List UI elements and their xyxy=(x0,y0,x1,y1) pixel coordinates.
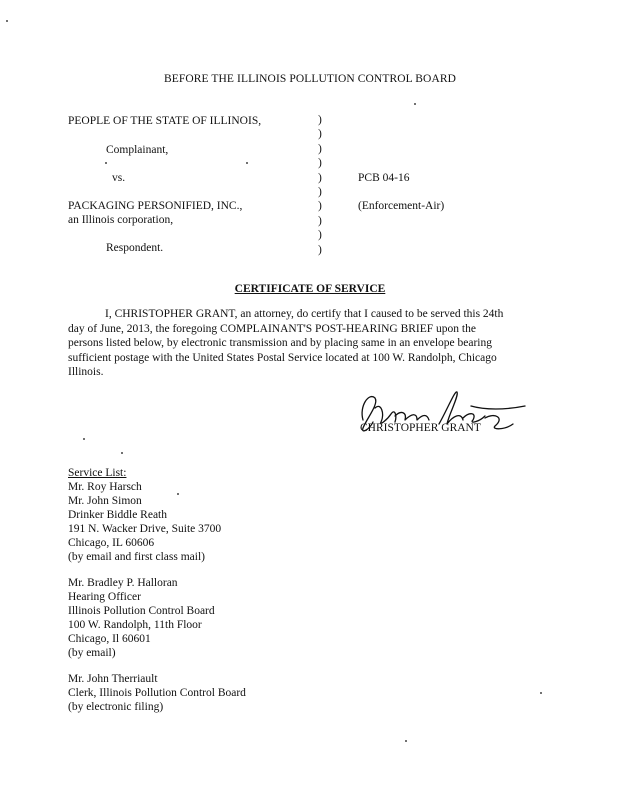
case-type: (Enforcement-Air) xyxy=(358,200,445,212)
service-list-line: Clerk, Illinois Pollution Control Board xyxy=(68,687,246,699)
caption-bracket: ) ) ) ) ) ) ) ) ) ) xyxy=(318,114,322,256)
service-list-line: Mr. John Therriault xyxy=(68,673,158,685)
scan-speck xyxy=(405,740,407,742)
service-list-line: Chicago, IL 60606 xyxy=(68,537,155,549)
scan-speck xyxy=(121,452,123,454)
signatory-name: CHRISTOPHER GRANT xyxy=(360,422,481,434)
scan-speck xyxy=(246,162,248,164)
scan-speck xyxy=(177,493,179,495)
service-list-line: (by email) xyxy=(68,647,116,659)
certificate-line: sufficient postage with the United States Postal Service located at 100 W. Randolph, Chicago xyxy=(68,351,497,364)
plaintiff-role: Complainant, xyxy=(106,144,169,156)
service-list-heading: Service List: xyxy=(68,467,127,479)
service-list-line: Mr. Bradley P. Halloran xyxy=(68,577,178,589)
signature-block xyxy=(345,384,535,444)
scan-speck xyxy=(414,103,416,105)
service-list-line: Mr. John Simon xyxy=(68,495,142,507)
versus-label: vs. xyxy=(112,172,126,184)
service-list-line: Illinois Pollution Control Board xyxy=(68,605,215,617)
service-list-line: Chicago, Il 60601 xyxy=(68,633,151,645)
defendant-name: PACKAGING PERSONIFIED, INC., xyxy=(68,200,243,212)
certificate-heading: CERTIFICATE OF SERVICE xyxy=(234,283,386,295)
service-list-line: 191 N. Wacker Drive, Suite 3700 xyxy=(68,523,222,535)
certificate-line: Illinois. xyxy=(68,366,104,379)
defendant-role: Respondent. xyxy=(106,242,164,254)
handwritten-signature xyxy=(345,384,535,444)
case-number: PCB 04-16 xyxy=(358,172,410,184)
service-list-line: (by electronic filing) xyxy=(68,701,164,713)
scan-speck xyxy=(83,438,85,440)
service-list-line: Mr. Roy Harsch xyxy=(68,481,142,493)
certificate-line: I, CHRISTOPHER GRANT, an attorney, do certify that I caused to be served this 24th xyxy=(105,308,504,320)
scan-speck xyxy=(105,162,107,164)
certificate-line: day of June, 2013, the foregoing COMPLAINANT'S POST-HEARING BRIEF upon the xyxy=(68,322,476,335)
certificate-line: persons listed below, by electronic transmission and by placing same in an envelope bearing xyxy=(68,337,493,350)
plaintiff-name: PEOPLE OF THE STATE OF ILLINOIS, xyxy=(68,115,262,127)
scan-speck xyxy=(540,692,542,694)
service-list-line: Hearing Officer xyxy=(68,591,141,603)
board-title: BEFORE THE ILLINOIS POLLUTION CONTROL BOARD xyxy=(163,73,457,85)
service-list-line: (by email and first class mail) xyxy=(68,551,206,563)
scan-speck xyxy=(6,20,8,22)
certificate-body xyxy=(68,307,530,380)
service-list-line: Drinker Biddle Reath xyxy=(68,509,168,521)
service-list-line: 100 W. Randolph, 11th Floor xyxy=(68,619,202,631)
defendant-description: an Illinois corporation, xyxy=(68,214,174,226)
